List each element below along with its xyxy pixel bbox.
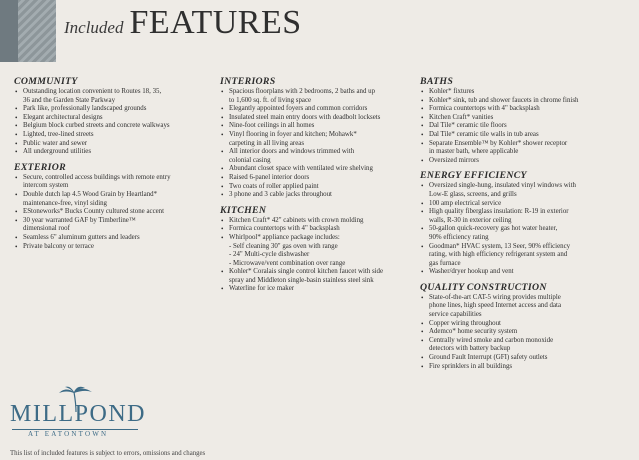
feature-item: detectors with battery backup xyxy=(429,345,511,353)
section-title: KITCHEN xyxy=(220,204,267,216)
feature-item: • Centrally wired smoke and carbon monoxide xyxy=(420,337,623,346)
feature-item: • Vinyl flooring in foyer and kitchen; Mohawk* xyxy=(220,131,413,140)
logo-subtitle: AT EATONTOWN xyxy=(28,430,109,438)
feature-item: • Outstanding location convenient to Routes 18, 35, xyxy=(14,88,209,97)
feature-item: • Lighted, tree-lined streets xyxy=(14,131,209,140)
logo-name: MILLPOND xyxy=(10,401,146,427)
feature-item: • Secure, controlled access buildings with remote entry xyxy=(14,174,209,183)
section-title: QUALITY CONSTRUCTION xyxy=(420,281,547,293)
feature-item: • 3 phone and 3 cable jacks throughout xyxy=(220,191,413,200)
feature-item: • All underground utilities xyxy=(14,148,209,157)
header-prefix: Included xyxy=(64,18,124,37)
feature-item: • Copper wiring throughout xyxy=(420,320,623,329)
feature-item: carpeting in all living areas xyxy=(229,139,305,147)
column-right xyxy=(420,76,623,376)
feature-item: • Elegantly appointed foyers and common corridors xyxy=(220,105,413,114)
feature-item: • State-of-the-art CAT-5 wiring provides multiple xyxy=(420,294,623,303)
feature-item: • Public water and sewer xyxy=(14,140,209,149)
feature-item: • Ground Fault Interrupt (GFI) safety outlets xyxy=(420,354,623,363)
feature-item: • Whirlpool* appliance package includes: xyxy=(220,234,413,243)
feature-item: • Formica countertops with 4" backsplash xyxy=(220,225,413,234)
feature-item: • Kitchen Craft* vanities xyxy=(420,114,623,123)
section-title: BATHS xyxy=(420,76,454,87)
feature-item: Low-E glass, screens, and grills xyxy=(429,190,517,198)
feature-list xyxy=(14,88,209,157)
feature-item: service capabilities xyxy=(429,311,482,319)
feature-item: • Spacious floorplans with 2 bedrooms, 2 baths and up xyxy=(220,88,413,97)
feature-item: • Dal Tile* ceramic tile floors xyxy=(420,122,623,131)
feature-item: • Fire sprinklers in all buildings xyxy=(420,363,623,372)
feature-item: • Seamless 6" aluminum gutters and leaders xyxy=(14,234,209,243)
feature-item: • Private balcony or terrace xyxy=(14,243,209,252)
feature-item: rating, with high efficiency refrigerant system and xyxy=(429,251,568,259)
feature-item: • Kohler* Coralais single control kitchen faucet with side xyxy=(220,268,413,277)
feature-item: • Formica countertops with 4" backsplash xyxy=(420,105,623,114)
feature-item: • 30 year warranted GAF by Timberline™ xyxy=(14,217,209,226)
feature-list xyxy=(220,217,413,294)
feature-item: • Dal Tile* ceramic tile walls in tub areas xyxy=(420,131,623,140)
column-left xyxy=(14,76,209,256)
feature-list xyxy=(220,88,413,200)
page-header xyxy=(64,4,302,48)
section-exterior xyxy=(14,162,209,251)
feature-item: • Kitchen Craft* 42" cabinets with crown molding xyxy=(220,217,413,226)
feature-item: • 100 amp electrical service xyxy=(420,200,623,209)
feature-list xyxy=(420,182,623,277)
feature-item: • Elegant architectural designs xyxy=(14,114,209,123)
millpond-logo xyxy=(10,386,146,444)
feature-list xyxy=(14,174,209,251)
feature-item: • Two coats of roller applied paint xyxy=(220,183,413,192)
page-title: FEATURES xyxy=(129,4,302,41)
feature-item: • Oversized single-hung, insulated vinyl windows with xyxy=(420,182,623,191)
feature-item: • EStoneworks* Bucks County cultured stone accent xyxy=(14,208,209,217)
feature-item: - Microwave/vent combination over range xyxy=(229,259,346,267)
feature-item: to 1,600 sq. ft. of living space xyxy=(229,96,312,104)
feature-item: - Self cleaning 30" gas oven with range xyxy=(229,242,338,250)
feature-item: • Goodman* HVAC system, 13 Seer, 90% efficiency xyxy=(420,243,623,252)
feature-item: spray and Middleton single-basin stainless steel sink xyxy=(229,276,374,284)
feature-item: maintenance-free, vinyl siding xyxy=(23,199,107,207)
section-title: INTERIORS xyxy=(220,76,276,87)
column-middle xyxy=(220,76,413,299)
feature-item: 90% efficiency rating xyxy=(429,233,489,241)
feature-item: • Insulated steel main entry doors with deadbolt locksets xyxy=(220,114,413,123)
feature-item: in master bath, where applicable xyxy=(429,148,519,156)
feature-item: • Oversized mirrors xyxy=(420,157,623,166)
feature-item: • Park like, professionally landscaped grounds xyxy=(14,105,209,114)
feature-list xyxy=(420,294,623,371)
feature-item: • Kohler* fixtures xyxy=(420,88,623,97)
section-title: COMMUNITY xyxy=(14,76,78,87)
disclaimer-text: This list of included features is subject to errors, omissions and changes xyxy=(10,450,206,457)
section-energy xyxy=(420,170,623,277)
section-community xyxy=(14,76,209,157)
section-title: EXTERIOR xyxy=(14,161,66,173)
feature-item: • Ademco* home security system xyxy=(420,328,623,337)
feature-item: colonial casing xyxy=(229,156,271,164)
feature-item: phone lines, high speed Internet access and data xyxy=(429,302,562,310)
section-kitchen xyxy=(220,205,413,294)
feature-item: • Double dutch lap 4.5 Wood Grain by Heartland* xyxy=(14,191,209,200)
feature-item: - 24" Multi-cycle dishwasher xyxy=(229,251,310,259)
feature-item: • High quality fiberglass insulation: R-19 in exterior xyxy=(420,208,623,217)
feature-item: 36 and the Garden State Parkway xyxy=(23,96,116,104)
feature-item: • Washer/dryer hookup and vent xyxy=(420,268,623,277)
feature-item: dimensional roof xyxy=(23,225,70,233)
feature-item: • Belgium block curbed streets and concrete walkways xyxy=(14,122,209,131)
feature-item: • Separate Ensemble™ by Kohler* shower receptor xyxy=(420,140,623,149)
section-quality xyxy=(420,282,623,371)
feature-item: • Kohler* sink, tub and shower faucets in chrome finish xyxy=(420,97,623,106)
section-interiors xyxy=(220,76,413,200)
feature-item: • Raised 6-panel interior doors xyxy=(220,174,413,183)
feature-item: gas furnace xyxy=(429,259,461,267)
feature-list xyxy=(420,88,623,165)
feature-item: • All interior doors and windows trimmed with xyxy=(220,148,413,157)
feature-item: intercom system xyxy=(23,182,69,190)
feature-item: • Abundant closet space with ventilated wire shelving xyxy=(220,165,413,174)
feature-item: • Waterline for ice maker xyxy=(220,285,413,294)
section-title: ENERGY EFFICIENCY xyxy=(420,170,527,182)
feature-item: walls, R-30 in exterior ceiling xyxy=(429,216,512,224)
feature-item: • 50-gallon quick-recovery gas hot water heater, xyxy=(420,225,623,234)
feature-item: • Nine-foot ceilings in all homes xyxy=(220,122,413,131)
corner-swatch-dark xyxy=(0,0,18,62)
section-baths xyxy=(420,76,623,165)
